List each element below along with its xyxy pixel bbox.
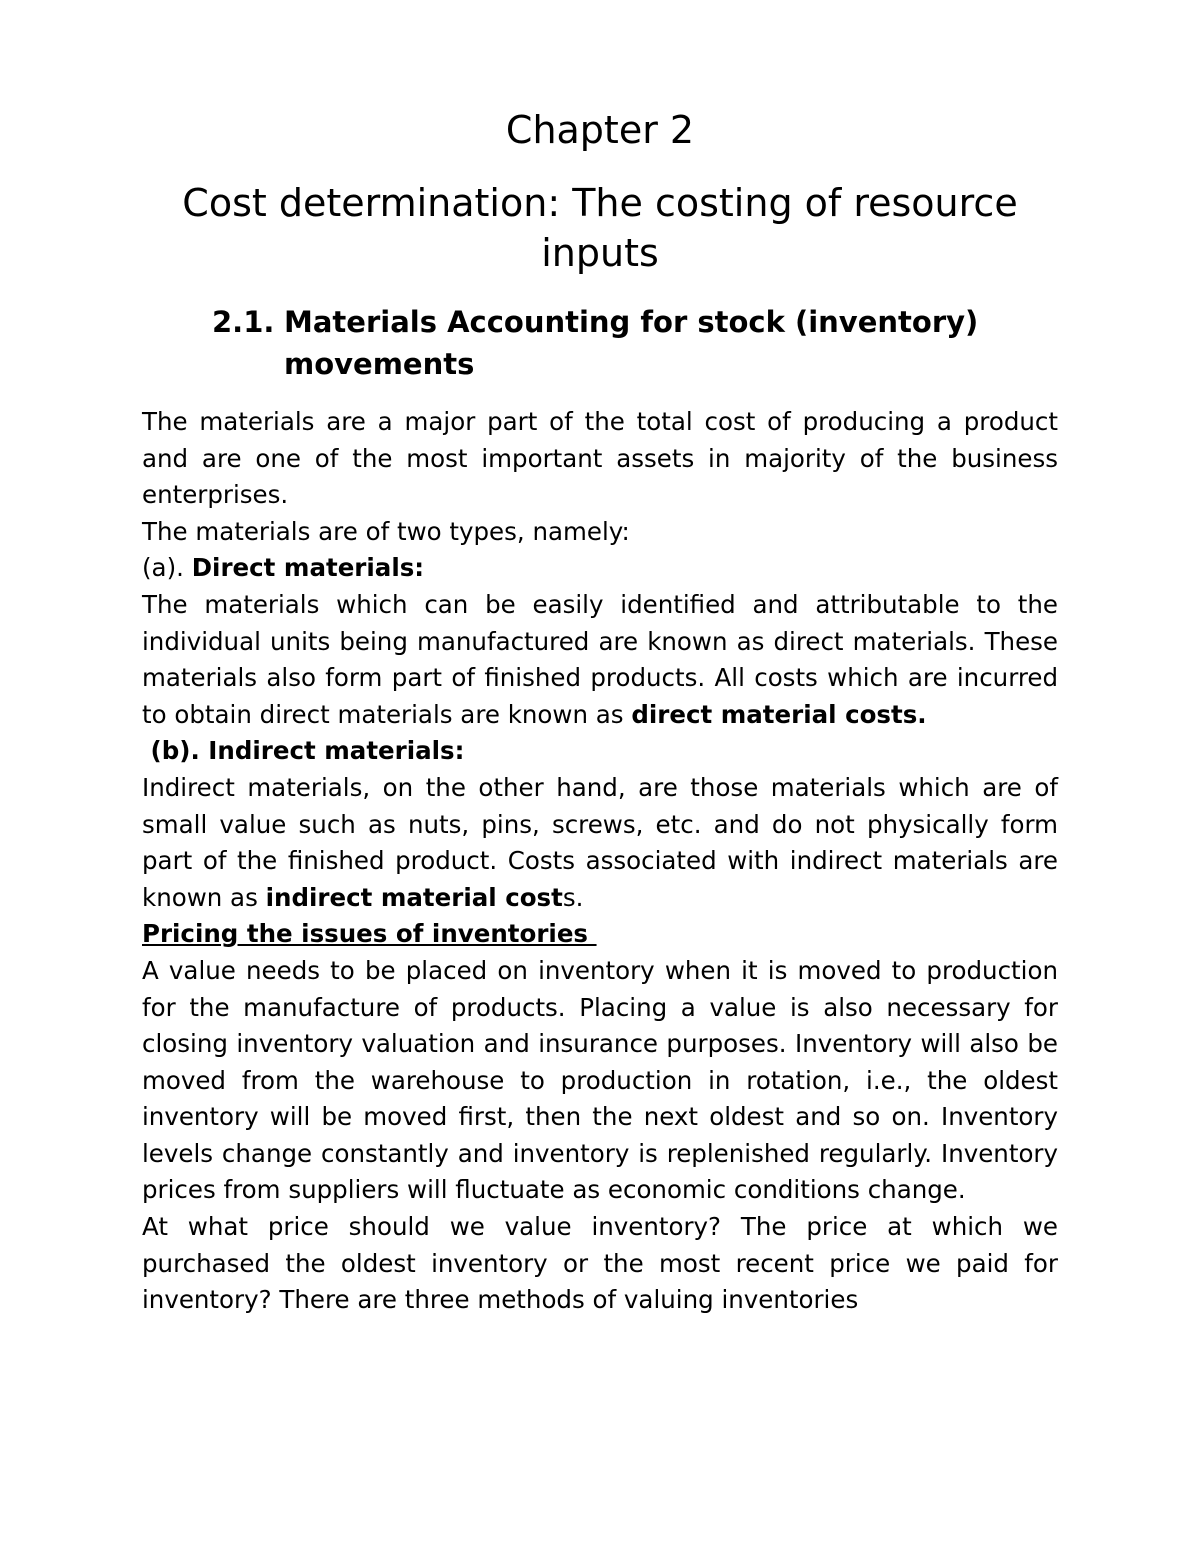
direct-material-costs-term: direct material costs. [631, 699, 927, 729]
section-heading [212, 301, 1072, 385]
question-paragraph: At what price should we value inventory? The price at which we purchased the oldest inventory or the most recent price we paid for inventory? There are three methods of valuing inventories [142, 1212, 1058, 1315]
indirect-materials-text: Indirect materials, on the other hand, are those materials which are of small value such as nuts, pins, screws, etc. and do not physically form part of the finished product. Costs associated with indirect materials are known as [142, 772, 1058, 912]
intro-paragraph: The materials are a major part of the total cost of producing a product and are one of the most important assets in majority of the business enterprises. [142, 407, 1058, 510]
pricing-paragraph: A value needs to be placed on inventory when it is moved to production for the manufacture of products. Placing a value is also necessary for closing inventory valuation and insurance purposes. Inventory will also be moved from the warehouse to production in rotation, i.e., the oldest inventory will be moved first, then the next oldest and so on. Inventory levels change constantly and inventory is replenished regularly. Inventory prices from suppliers will fluctuate as economic conditions change. [142, 955, 1058, 1205]
indirect-costs-end: s. [562, 882, 584, 912]
indirect-material-costs-term: indirect material cost [265, 882, 563, 912]
section-title-line2: movements [284, 347, 475, 381]
direct-heading-prefix: (a). [142, 553, 192, 583]
direct-heading-label: Direct materials: [191, 553, 425, 583]
direct-materials-heading [142, 550, 1058, 587]
types-intro: The materials are of two types, namely: [142, 516, 630, 546]
pricing-heading: Pricing the issues of inventories [142, 919, 597, 949]
direct-materials-text: The materials which can be easily identified and attributable to the individual units being manufactured are known as direct materials. These materials also form part of finished products. All costs which are incurred to obtain direct materials are known as [142, 589, 1058, 729]
chapter-title: Chapter 2 [505, 108, 695, 152]
pricing-heading-line [142, 916, 1058, 953]
indirect-materials-paragraph [142, 770, 1058, 916]
section-title-line1: Materials Accounting for stock (inventory) [284, 305, 979, 339]
chapter-subtitle: Cost determination: The costing of resource inputs [182, 181, 1018, 275]
section-number: 2.1. [212, 305, 275, 339]
indirect-materials-heading: (b). Indirect materials: [142, 736, 465, 766]
body-text [142, 404, 1058, 1319]
direct-materials-paragraph [142, 587, 1058, 733]
